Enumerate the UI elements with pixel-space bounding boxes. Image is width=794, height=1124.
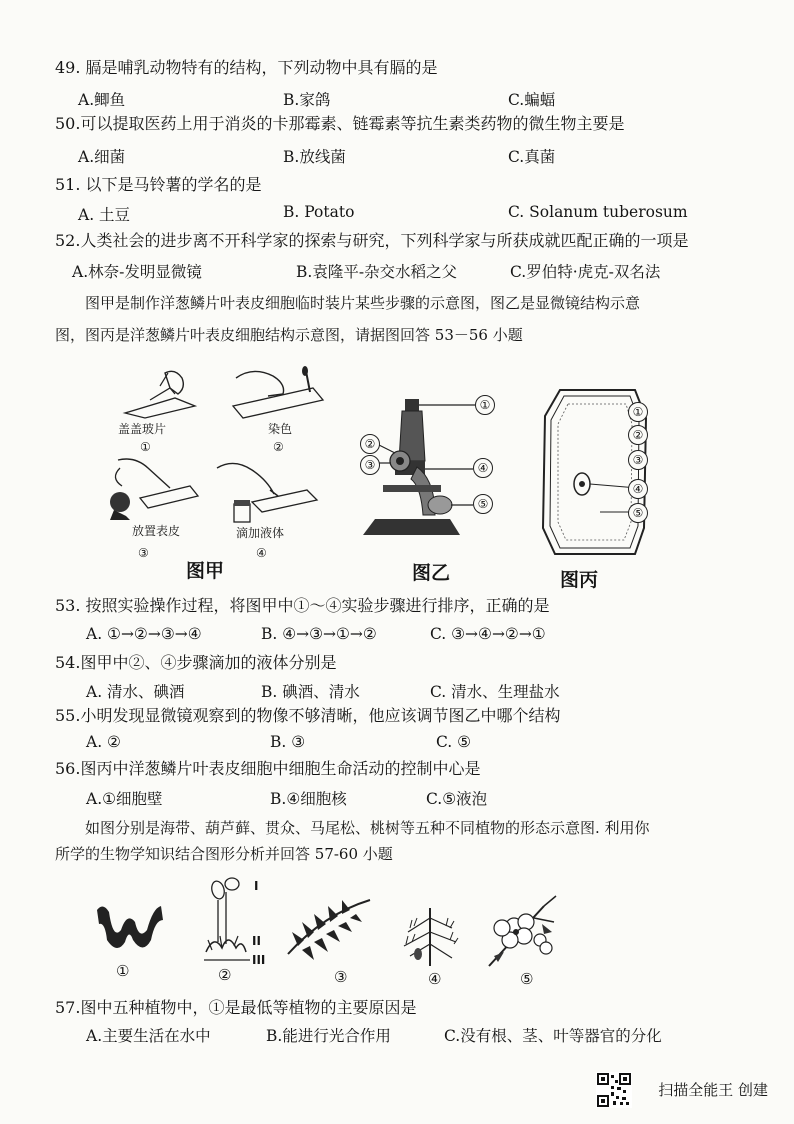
step1-label: 盖盖玻片 <box>118 422 167 436</box>
q51-option-b: B. Potato <box>283 203 355 221</box>
moss-icon <box>200 872 260 962</box>
intro-paragraph-2-line-2: 所学的生物学知识结合图形分析并回答 57-60 小题 <box>55 845 393 863</box>
step3-label: 放置表皮 <box>132 524 181 538</box>
q51-option-c: C. Solanum tuberosum <box>508 203 688 221</box>
q51-option-a: A. 土豆 <box>78 206 131 224</box>
q52-option-b: B.袁隆平-杂交水稻之父 <box>296 263 458 281</box>
q51-options <box>78 203 754 225</box>
q49-option-c: C.蝙蝠 <box>508 91 556 109</box>
q53-stem: 53. 按照实验操作过程，将图甲中①～④实验步骤进行排序，正确的是 <box>55 596 550 615</box>
q57-options <box>86 1024 754 1046</box>
q50-option-a: A.细菌 <box>78 148 126 166</box>
moss-label-iii: III <box>252 953 266 967</box>
q53-option-c: C. ③→④→②→① <box>430 625 546 643</box>
step3-num: ③ <box>138 546 149 560</box>
moss-label-ii: II <box>252 934 261 948</box>
peach-blossom-icon <box>484 896 564 968</box>
q54-option-b: B. 碘酒、清水 <box>261 683 360 701</box>
pine-icon <box>400 898 460 968</box>
figure-yi-caption: 图乙 <box>412 562 451 584</box>
q55-option-b: B. ③ <box>270 733 306 751</box>
cell-label-3: ③ <box>628 450 648 470</box>
intro-paragraph-1-line-2: 图，图丙是洋葱鳞片叶表皮细胞结构示意图，请据图回答 53－56 小题 <box>55 326 523 344</box>
q57-option-a: A.主要生活在水中 <box>86 1027 211 1045</box>
q56-options <box>86 787 754 809</box>
figure-bing-caption: 图丙 <box>560 569 599 591</box>
plant-num-4: ④ <box>428 970 442 988</box>
q51-stem: 51. 以下是马铃薯的学名的是 <box>55 175 262 194</box>
q50-option-c: C.真菌 <box>508 148 556 166</box>
microscope-label-3: ③ <box>360 455 380 475</box>
q49-option-a: A.鲫鱼 <box>78 91 126 109</box>
step4-illustration <box>212 460 322 522</box>
microscope-label-4: ④ <box>473 458 493 478</box>
cell-label-5: ⑤ <box>628 503 648 523</box>
plant-num-1: ① <box>116 962 130 980</box>
q53-option-b: B. ④→③→①→② <box>261 625 377 643</box>
cell-label-4: ④ <box>628 479 648 499</box>
step1-illustration <box>120 368 200 418</box>
step2-label: 染色 <box>268 422 293 436</box>
q57-option-c: C.没有根、茎、叶等器官的分化 <box>444 1027 662 1045</box>
moss-label-i: I <box>254 879 259 893</box>
q54-option-c: C. 清水、生理盐水 <box>430 683 560 701</box>
step4-label: 滴加液体 <box>236 526 285 540</box>
q56-option-a: A.①细胞壁 <box>86 790 163 808</box>
q55-option-c: C. ⑤ <box>436 733 472 751</box>
q55-option-a: A. ② <box>86 733 121 751</box>
step2-illustration <box>228 366 328 418</box>
step1-num: ① <box>140 440 151 454</box>
intro-paragraph-1-line-1: 图甲是制作洋葱鳞片叶表皮细胞临时装片某些步骤的示意图，图乙是显微镜结构示意 <box>85 294 641 312</box>
step2-num: ② <box>273 440 284 454</box>
step4-num: ④ <box>256 546 267 560</box>
intro-paragraph-2-line-1: 如图分别是海带、葫芦藓、贯众、马尾松、桃树等五种不同植物的形态示意图. 利用你 <box>85 819 650 837</box>
cell-label-2: ② <box>628 425 648 445</box>
q52-option-c: C.罗伯特·虎克-双名法 <box>510 263 661 281</box>
q54-option-a: A. 清水、碘酒 <box>86 683 185 701</box>
q56-stem: 56.图丙中洋葱鳞片叶表皮细胞中细胞生命活动的控制中心是 <box>55 759 481 778</box>
q57-stem: 57.图中五种植物中，①是最低等植物的主要原因是 <box>55 998 417 1017</box>
q52-options <box>72 260 754 282</box>
microscope-label-2: ② <box>360 434 380 454</box>
q54-stem: 54.图甲中②、④步骤滴加的液体分别是 <box>55 653 337 672</box>
q55-stem: 55.小明发现显微镜观察到的物像不够清晰，他应该调节图乙中哪个结构 <box>55 706 561 725</box>
cell-label-1: ① <box>628 402 648 422</box>
microscope-label-5: ⑤ <box>473 494 493 514</box>
q53-options <box>86 625 754 647</box>
step3-illustration <box>100 458 200 520</box>
fern-icon <box>284 894 374 964</box>
plant-num-2: ② <box>218 966 232 984</box>
q56-option-b: B.④细胞核 <box>270 790 347 808</box>
q50-option-b: B.放线菌 <box>283 148 346 166</box>
qr-code-icon <box>596 1072 632 1108</box>
q49-option-b: B.家鸽 <box>283 91 331 109</box>
q52-stem: 52.人类社会的进步离不开科学家的探索与研究，下列科学家与所获成就匹配正确的一项是 <box>55 231 689 250</box>
q57-option-b: B.能进行光合作用 <box>266 1027 391 1045</box>
kelp-icon <box>95 900 165 955</box>
q56-option-c: C.⑤液泡 <box>426 790 488 808</box>
q49-stem: 49. 膈是哺乳动物特有的结构，下列动物中具有膈的是 <box>55 58 438 77</box>
q49-options <box>78 88 754 110</box>
q53-option-a: A. ①→②→③→④ <box>86 625 202 643</box>
q50-stem: 50.可以提取医药上用于消炎的卡那霉素、链霉素等抗生素类药物的微生物主要是 <box>55 114 625 133</box>
microscope-label-1: ① <box>475 395 495 415</box>
q52-option-a: A.林奈-发明显微镜 <box>72 263 202 281</box>
plant-num-5: ⑤ <box>520 970 534 988</box>
q50-options <box>78 145 754 167</box>
scanner-watermark-text: 扫描全能王 创建 <box>658 1081 768 1099</box>
q54-options <box>86 680 754 702</box>
plant-num-3: ③ <box>334 968 348 986</box>
figure-jia-caption: 图甲 <box>186 560 225 582</box>
q55-options <box>86 733 754 755</box>
